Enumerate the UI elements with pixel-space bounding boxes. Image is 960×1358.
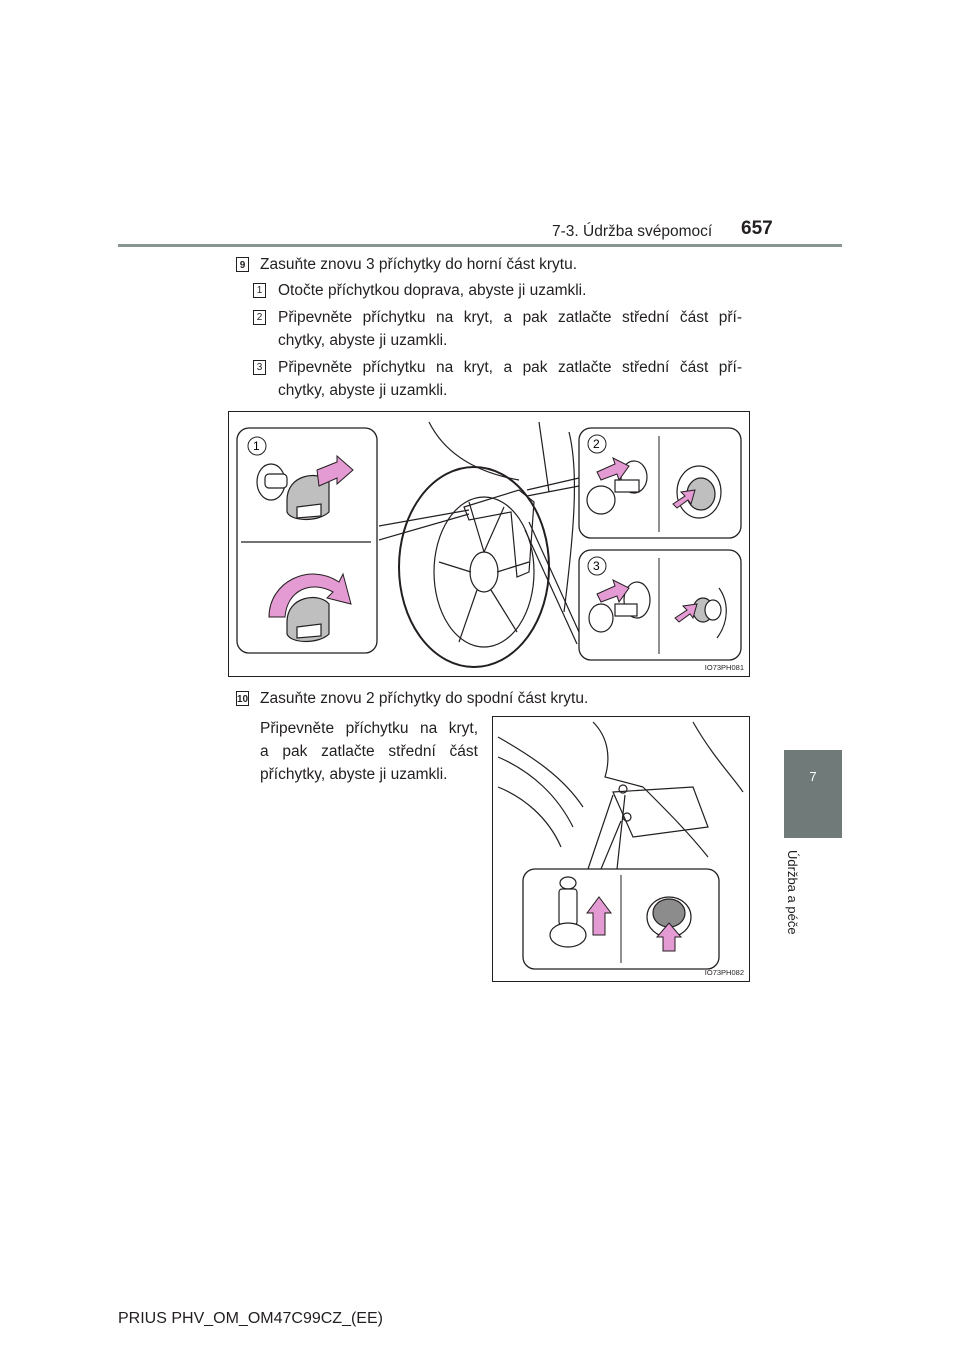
item-3-line-2: chytky, abyste ji uzamkli. <box>278 382 448 399</box>
figure-lower-clips-illustration <box>493 717 749 981</box>
step-number-9: 9 <box>236 257 249 272</box>
document-footer: PRIUS PHV_OM_OM47C99CZ_(EE) <box>118 1310 383 1327</box>
figure-code-1: IO73PH081 <box>704 663 744 672</box>
item-3-line-1: Připevněte příchytku na kryt, a pak zatlačte střední část pří- <box>278 359 742 376</box>
step-10-body-line-1: Připevněte příchytku na kryt, <box>260 720 478 737</box>
chapter-title: Údržba a péče <box>785 850 800 935</box>
chapter-number: 7 <box>809 769 817 784</box>
item-2-line-2: chytky, abyste ji uzamkli. <box>278 332 448 349</box>
step-10-body-line-2: a pak zatlačte střední část <box>260 743 478 760</box>
section-title: 7-3. Údržba svépomocí <box>552 223 713 240</box>
header-rule <box>118 244 842 247</box>
figure-lower-clips <box>492 716 750 982</box>
callout-1: 1 <box>253 439 260 453</box>
item-2-line-1: Připevněte příchytku na kryt, a pak zatlačte střední část pří- <box>278 309 742 326</box>
step-10-body-line-3: příchytky, abyste ji uzamkli. <box>260 766 448 783</box>
chapter-tab <box>784 750 842 838</box>
callout-3: 3 <box>593 559 600 573</box>
callout-2: 2 <box>593 437 600 451</box>
item-number-2: 2 <box>253 310 266 325</box>
step-10-text: Zasuňte znovu 2 příchytky do spodní část krytu. <box>260 690 589 707</box>
figure-upper-clips-illustration <box>229 412 749 676</box>
figure-upper-clips <box>228 411 750 677</box>
item-1-text: Otočte příchytkou doprava, abyste ji uzamkli. <box>278 282 587 299</box>
figure-code-2: IO73PH082 <box>704 968 744 977</box>
page-number: 657 <box>741 218 773 239</box>
step-number-10: 10 <box>236 691 249 706</box>
step-9-text: Zasuňte znovu 3 příchytky do horní část krytu. <box>260 256 578 273</box>
chapter-title-vertical <box>785 850 812 980</box>
item-number-3: 3 <box>253 360 266 375</box>
item-number-1: 1 <box>253 283 266 298</box>
